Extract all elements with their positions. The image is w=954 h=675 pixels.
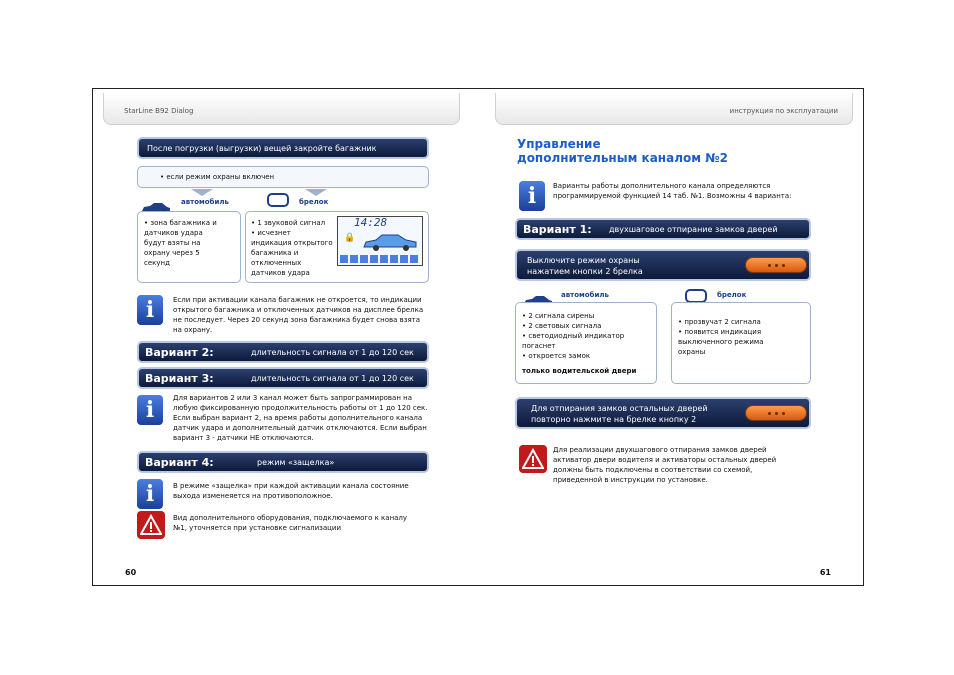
- warning-icon: [519, 445, 547, 473]
- arrow-icon: [305, 189, 327, 196]
- variant-4-desc: режим «защелка»: [257, 457, 335, 467]
- step-2-bar: [515, 397, 811, 429]
- arrow-icon: [191, 189, 213, 196]
- step-1-line-2: нажатием кнопки 2 брелка: [527, 267, 643, 276]
- display-car-icon: [362, 233, 418, 251]
- variant-3-label: Вариант 3:: [145, 371, 214, 385]
- variant-2-label: Вариант 2:: [145, 345, 214, 359]
- variant-4-label: Вариант 4:: [145, 455, 214, 469]
- car-item: • откроется замок: [522, 351, 650, 361]
- fob-button-icon: [745, 257, 807, 273]
- car-result-box: [515, 302, 657, 384]
- fob-button-icon: [745, 405, 807, 421]
- step-1-line-1: Выключите режим охраны: [527, 256, 640, 265]
- variant-2-desc: длительность сигнала от 1 до 120 сек: [251, 347, 414, 357]
- info-icon: i: [519, 181, 545, 211]
- fob-icon: [267, 193, 289, 207]
- page-right: [479, 89, 865, 585]
- info-icon: i: [137, 395, 163, 425]
- manual-spread: [92, 88, 864, 586]
- warning-icon: [137, 511, 165, 539]
- trunk-bar: [137, 137, 429, 159]
- fob-display-time: 14:28: [354, 216, 388, 229]
- step-2-line-1: Для отпирания замков остальных дверей: [531, 404, 708, 413]
- fob-item: • прозвучат 2 сигнала: [678, 317, 778, 327]
- car-item: • 2 световых сигнала: [522, 321, 650, 331]
- info-icon: i: [137, 479, 163, 509]
- label-car: автомобиль: [561, 291, 609, 299]
- fob-icon: [685, 289, 707, 303]
- info-text-1: Варианты работы дополнительного канала определяются программируемой функцией 14 таб. №1. Возможны 4 варианта:: [553, 182, 792, 200]
- car-result-text: зона багажника и датчиков удара будут взяты на охрану через 5 секунд: [144, 219, 217, 267]
- page-header: [103, 93, 460, 125]
- page-number: 60: [125, 568, 137, 577]
- fob-result-box: [671, 302, 811, 384]
- step-1-bar: [515, 249, 811, 281]
- trunk-bar-text: После погрузки (выгрузки) вещей закройте багажник: [147, 143, 377, 153]
- variant-3-desc: длительность сигнала от 1 до 120 сек: [251, 373, 414, 383]
- header-title: StarLine B92 Dialog: [124, 107, 194, 115]
- variant-2-bar: [137, 341, 429, 363]
- condition-text: если режим охраны включен: [166, 173, 275, 181]
- label-car: автомобиль: [181, 198, 229, 206]
- car-item: • светодиодный индикатор погаснет: [522, 331, 650, 351]
- fob-item: • исчезнет индикация открытого багажника и отключенных датчиков удара: [251, 228, 333, 278]
- info-text-3: В режиме «защелка» при каждой активации канала состояние выхода изменеяется на противоположное.: [173, 482, 409, 500]
- step-2-line-2: повторно нажмите на брелке кнопку 2: [531, 415, 697, 424]
- header-title: инструкция по эксплуатации: [729, 107, 838, 115]
- fob-item: • 1 звуковой сигнал: [251, 218, 371, 228]
- page-number: 61: [819, 568, 831, 577]
- car-item-bold: только водительской двери: [522, 367, 637, 375]
- variant-3-bar: [137, 367, 429, 389]
- fob-item: • появится индикация выключенного режима охраны: [678, 327, 778, 357]
- variant-4-bar: [137, 451, 429, 473]
- display-status-icons: [340, 255, 420, 263]
- warning-text-1: Вид дополнительного оборудования, подключаемого к каналу №1, уточняется при установке сигнализации: [173, 514, 408, 532]
- lock-icon: 🔒: [344, 233, 356, 243]
- warning-text-1: Для реализации двухшагового отпирания замков дверей активатор двери водителя и активаторы остальных дверей должны быть подключены в соответствии со схемой, приведенной в инструкции по установке.: [553, 446, 777, 484]
- fob-result-box: [245, 211, 429, 283]
- page-header: [495, 93, 853, 125]
- variant-1-desc: двухшаговое отпирание замков дверей: [609, 224, 778, 234]
- fob-display: [337, 216, 423, 266]
- car-result-box: • зона багажника и датчиков удара будут взяты на охрану через 5 секунд: [137, 211, 241, 283]
- page-left: [93, 89, 478, 585]
- section-title: Управление дополнительным каналом №2: [517, 137, 728, 165]
- label-fob: брелок: [717, 291, 747, 299]
- label-fob: брелок: [299, 198, 329, 206]
- variant-1-label: Вариант 1:: [523, 222, 592, 236]
- condition-pill: • если режим охраны включен: [137, 166, 429, 188]
- info-text-1: Если при активации канала багажник не откроется, то индикации открытого багажника и отключенных датчиков на дисплее брелка не последует. Через 20 секунд зона багажника будет снова взята на охрану.: [173, 296, 424, 334]
- car-item: • 2 сигнала сирены: [522, 311, 650, 321]
- info-icon: i: [137, 295, 163, 325]
- variant-1-bar: [515, 218, 811, 240]
- info-text-2: Для вариантов 2 или 3 канал может быть запрограммирован на любую фиксированную продолжительность работы от 1 до 120 сек. Если выбран вариант 2, на время работы дополнительного канала датчик удара и дополнительный датчик отключаются. Если выбран вариант 3 - датчики НЕ отключаются.: [173, 394, 428, 442]
